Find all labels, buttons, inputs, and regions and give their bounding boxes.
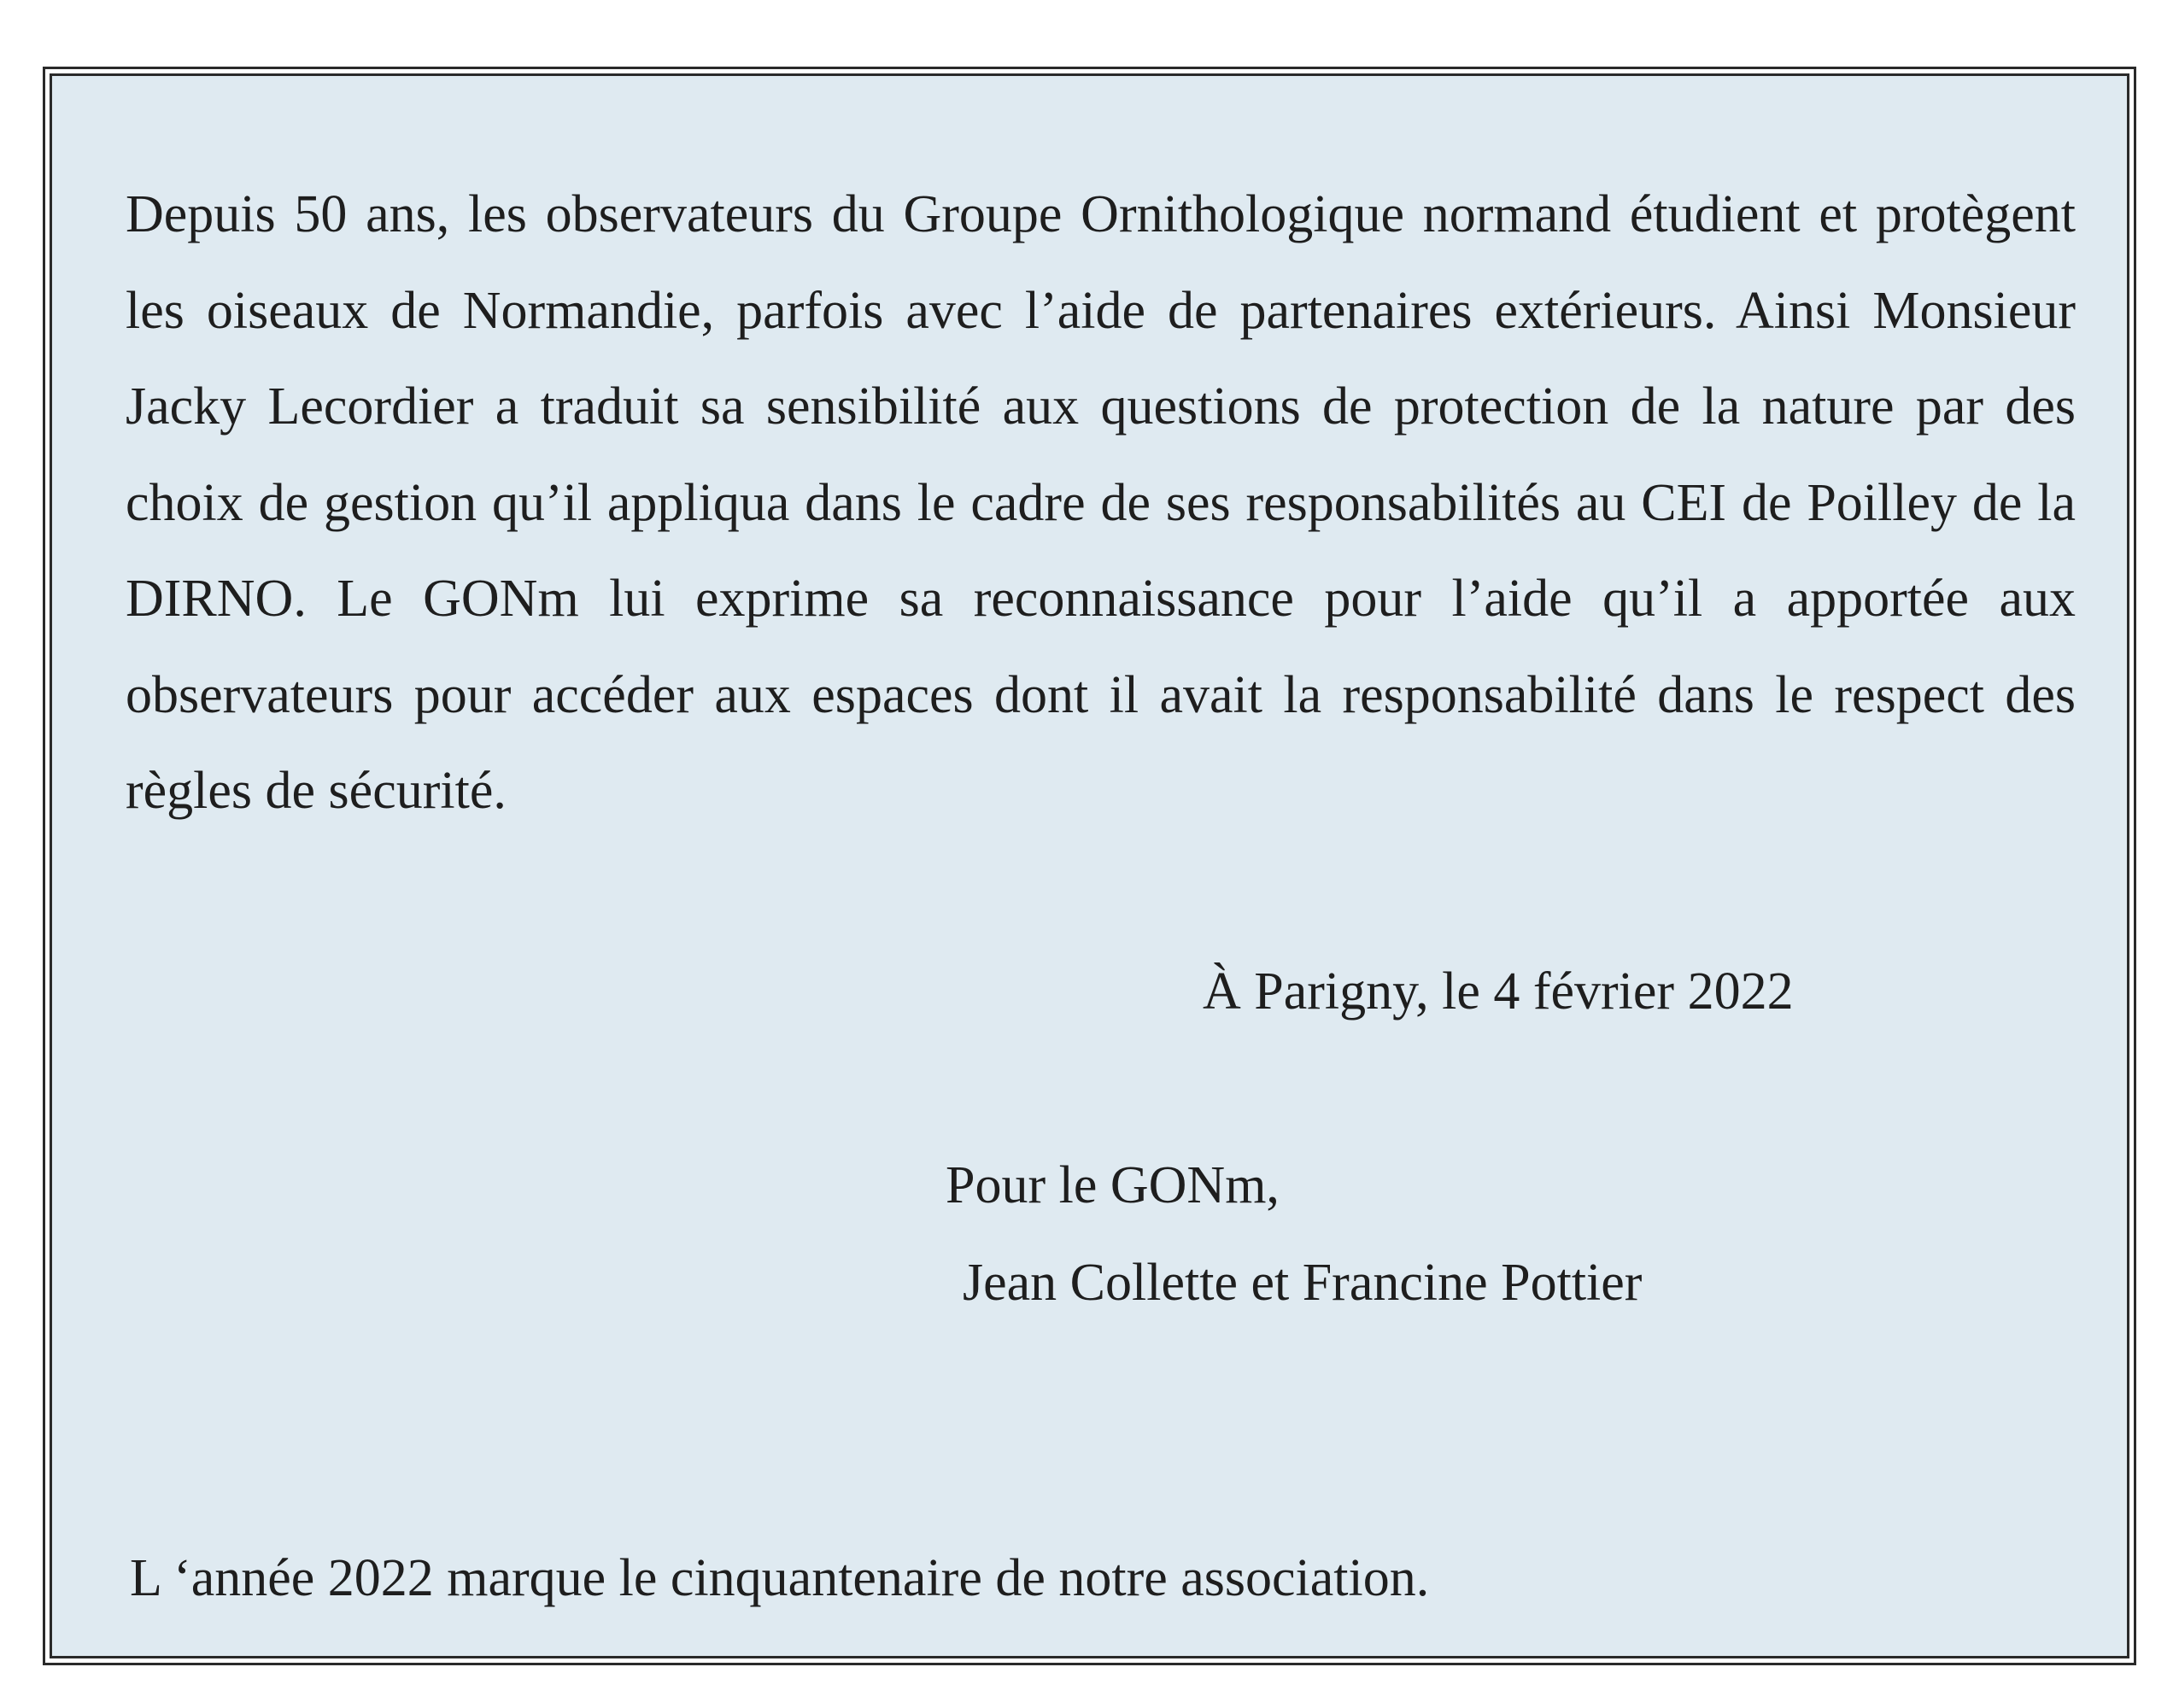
- anniversary-note: L ‘année 2022 marque le cinquantenaire de notre association.: [130, 1549, 1430, 1607]
- place-date: À Parigny, le 4 février 2022: [1203, 962, 1794, 1021]
- for-line: Pour le GONm,: [946, 1156, 1280, 1214]
- signatories: Jean Collette et Francine Pottier: [963, 1254, 1643, 1312]
- letter-body: Depuis 50 ans, les observateurs du Groupe Ornithologique normand étudient et protègent les oiseaux de Normandie, parfois avec l’aide de partenaires extérieurs. Ainsi Monsieur Jacky Lecordier a traduit sa sensibilité aux questions de protection de la nature par des choix de gestion qu’il appliqua dans le cadre de ses responsabilités au CEI de Poilley de la DIRNO. Le GONm lui exprime sa reconnaissance pour l’aide qu’il a apportée aux observateurs pour accéder aux espaces dont il avait la responsabilité dans le respect des règles de sécurité.: [126, 185, 2076, 820]
